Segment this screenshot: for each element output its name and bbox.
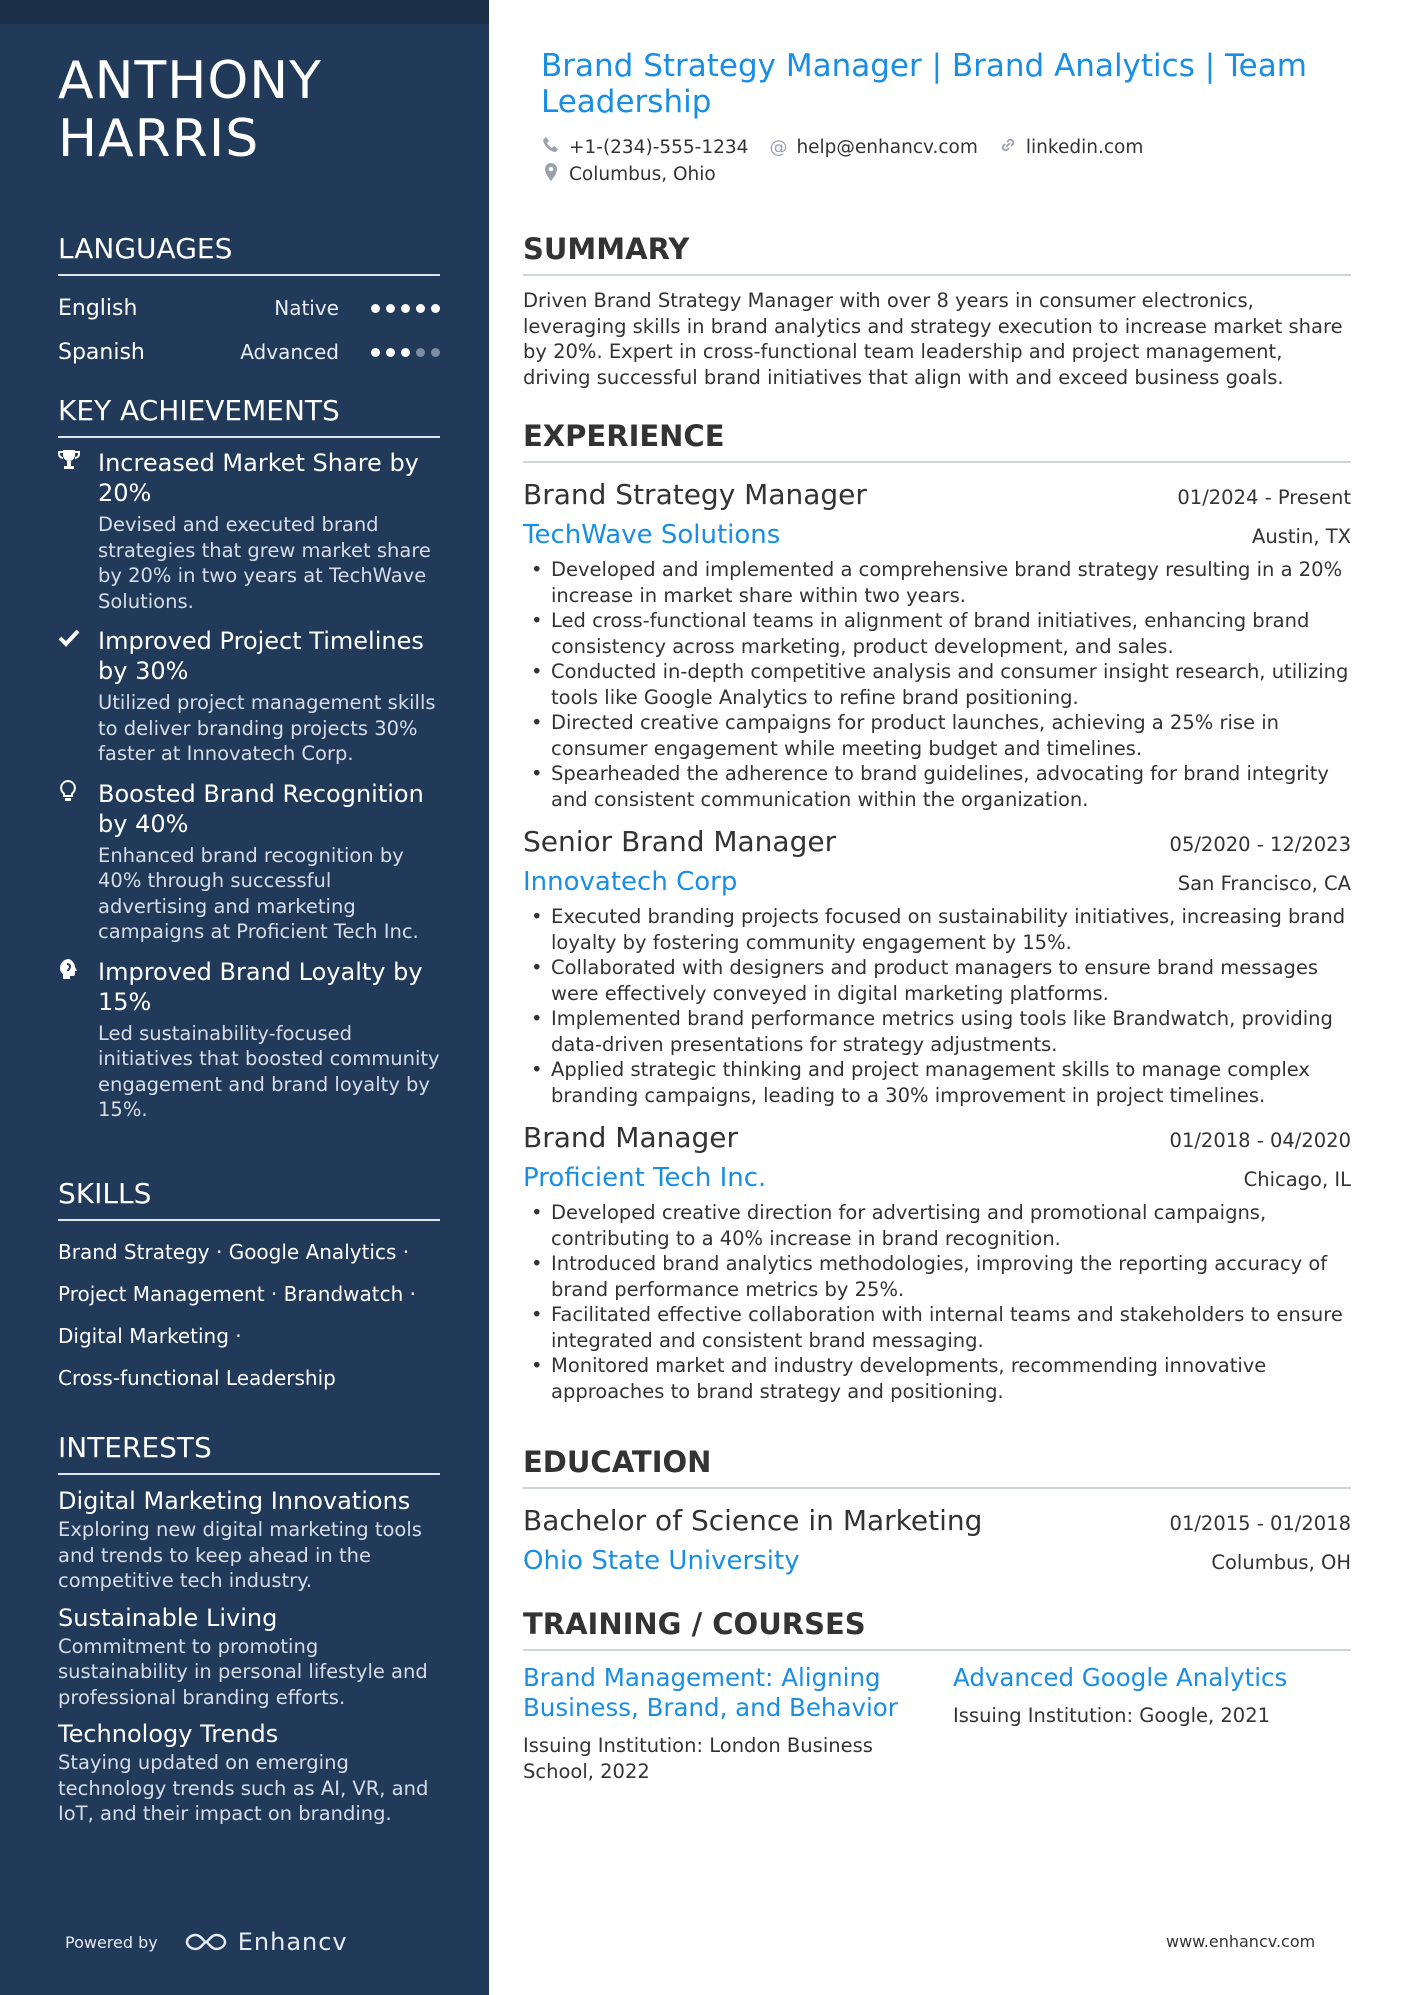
brain-icon: [58, 957, 98, 1123]
experience-section: [523, 419, 1351, 1414]
course-institution: Issuing Institution: Google, 2021: [953, 1704, 1271, 1727]
powered-by-label: Powered by: [65, 1932, 158, 1952]
job-company: Innovatech Corp: [523, 867, 738, 897]
job-bullets: [523, 904, 1351, 1108]
course-title: Brand Management: Aligning Business, Brand, and Behavior: [523, 1663, 898, 1722]
job-bullet: • Executed branding projects focused on sustainability initiatives, increasing brand loyalty by fostering community engagement by 15%.: [523, 904, 1351, 955]
job-title: Brand Strategy Manager: [523, 478, 867, 511]
job-bullets: [523, 1200, 1351, 1404]
language-row: [58, 330, 440, 374]
job-entry: [523, 822, 1351, 1108]
powered-by-footer: [65, 1928, 348, 1956]
achievements-heading: KEY ACHIEVEMENTS: [58, 394, 440, 438]
education-dates: 01/2015 - 01/2018: [1169, 1512, 1351, 1535]
job-entry: [523, 1118, 1351, 1404]
course-institution: Issuing Institution: London Business School, 2022: [523, 1734, 873, 1783]
job-bullet: • Monitored market and industry developments, recommending innovative approaches to brand strategy and positioning.: [523, 1353, 1351, 1404]
email-contact[interactable]: [768, 137, 977, 158]
proficiency-dot-filled: [401, 348, 410, 357]
skill-line: Digital Marketing ·: [58, 1324, 242, 1348]
proficiency-dot-empty: [431, 348, 440, 357]
job-bullet: • Applied strategic thinking and project management skills to manage complex branding campaigns, leading to a 30% improvement in project timelines.: [523, 1057, 1351, 1108]
proficiency-dot-filled: [416, 304, 425, 313]
proficiency-dot-filled: [431, 304, 440, 313]
phone-text: +1-(234)-555-1234: [569, 137, 749, 158]
language-proficiency-dots: [371, 304, 440, 313]
location-contact: [541, 162, 716, 187]
proficiency-dot-filled: [401, 304, 410, 313]
proficiency-dot-empty: [416, 348, 425, 357]
job-company: Proficient Tech Inc.: [523, 1163, 767, 1193]
summary-text: Driven Brand Strategy Manager with over 8 years in consumer electronics, leveraging skills in brand analytics and strategy execution to increase market share by 20%. Expert in cross-functional team leadership and project management, driving successful brand initiatives that align with and exceed business goals.: [523, 289, 1343, 389]
job-bullet: • Directed creative campaigns for product launches, achieving a 25% rise in consumer engagement while meeting budget and timelines.: [523, 710, 1351, 761]
interest-title: Technology Trends: [58, 1720, 279, 1748]
job-bullet: • Facilitated effective collaboration with internal teams and stakeholders to ensure integrated and consistent brand messaging.: [523, 1302, 1351, 1353]
phone-icon: [541, 136, 561, 159]
language-row: [58, 286, 440, 330]
enhancv-logo-icon: [184, 1931, 228, 1953]
language-proficiency-dots: [371, 348, 440, 357]
phone-contact[interactable]: [541, 136, 748, 159]
interests-heading: INTERESTS: [58, 1431, 440, 1475]
lightbulb-icon: [58, 779, 98, 945]
achievement-description: Enhanced brand recognition by 40% through successful advertising and marketing campaigns at Proficient Tech Inc.: [98, 843, 419, 943]
job-bullet: • Developed creative direction for advertising and promotional campaigns, contributing to a 40% increase in brand recognition.: [523, 1200, 1351, 1251]
email-text: help@enhancv.com: [796, 137, 978, 158]
education-section: [523, 1445, 1351, 1581]
job-dates: 01/2018 - 04/2020: [1169, 1129, 1351, 1152]
at-sign-icon: @: [769, 137, 788, 158]
job-title: Brand Manager: [523, 1121, 739, 1154]
summary-heading: SUMMARY: [523, 232, 1351, 276]
interest-title: Digital Marketing Innovations: [58, 1487, 411, 1515]
location-pin-icon: [541, 162, 561, 187]
interest-title: Sustainable Living: [58, 1603, 278, 1632]
education-heading: EDUCATION: [523, 1445, 1351, 1489]
job-location: San Francisco, CA: [1177, 872, 1351, 895]
job-bullet: • Introduced brand analytics methodologies, improving the reporting accuracy of brand performance metrics by 25%.: [523, 1251, 1351, 1302]
languages-section: [58, 232, 440, 374]
achievement-title: Improved Project Timelines by 30%: [98, 627, 424, 685]
proficiency-dot-filled: [371, 348, 380, 357]
achievement-item: [58, 448, 440, 614]
job-title: Senior Brand Manager: [523, 825, 837, 858]
achievement-title: Improved Brand Loyalty by 15%: [98, 957, 423, 1016]
skill-line: Cross-functional Leadership: [58, 1366, 336, 1390]
contact-info: [541, 134, 1321, 188]
achievement-item: [58, 779, 440, 945]
course-item: [953, 1663, 1351, 1784]
website-link[interactable]: www.enhancv.com: [1166, 1932, 1316, 1951]
language-name: English: [58, 295, 138, 321]
interest-description: Exploring new digital marketing tools and trends to keep ahead in the competitive tech industry.: [58, 1518, 422, 1592]
languages-heading: LANGUAGES: [58, 232, 440, 276]
job-company: TechWave Solutions: [523, 520, 781, 550]
checkmark-icon: [58, 626, 98, 767]
language-level: Native: [274, 296, 339, 320]
sidebar-top-bar: [0, 0, 489, 24]
language-level: Advanced: [240, 340, 339, 364]
proficiency-dot-filled: [386, 348, 395, 357]
linkedin-contact[interactable]: [998, 136, 1143, 159]
degree-title: Bachelor of Science in Marketing: [523, 1504, 983, 1537]
achievement-description: Utilized project management skills to deliver branding projects 30% faster at Innovatech Corp.: [98, 691, 436, 765]
interest-description: Commitment to promoting sustainability in personal lifestyle and professional branding efforts.: [58, 1634, 428, 1709]
achievements-section: [58, 394, 440, 1135]
proficiency-dot-filled: [371, 304, 380, 313]
school-location: Columbus, OH: [1211, 1551, 1351, 1574]
interests-section: [58, 1431, 440, 1835]
course-item: [523, 1663, 921, 1784]
job-location: Austin, TX: [1252, 525, 1351, 548]
job-bullets: [523, 557, 1351, 812]
proficiency-dot-filled: [386, 304, 395, 313]
achievement-item: [58, 626, 440, 767]
candidate-name: ANTHONY HARRIS: [58, 51, 322, 169]
course-title: Advanced Google Analytics: [953, 1663, 1288, 1692]
interest-description: Staying updated on emerging technology trends such as AI, VR, and IoT, and their impact on branding.: [58, 1751, 429, 1825]
job-bullet: • Implemented brand performance metrics using tools like Brandwatch, providing data-driven presentations for strategy adjustments.: [523, 1006, 1351, 1057]
job-location: Chicago, IL: [1243, 1168, 1351, 1191]
sidebar: [0, 0, 489, 1995]
job-dates: 05/2020 - 12/2023: [1169, 833, 1351, 856]
location-text: Columbus, Ohio: [569, 164, 716, 185]
experience-heading: EXPERIENCE: [523, 419, 1351, 463]
job-bullet: • Conducted in-depth competitive analysis and consumer insight research, utilizing tools like Google Analytics to refine brand positioning.: [523, 659, 1351, 710]
achievement-title: Boosted Brand Recognition by 40%: [98, 779, 424, 838]
linkedin-text: linkedin.com: [1025, 137, 1144, 158]
training-heading: TRAINING / COURSES: [523, 1607, 1351, 1651]
summary-section: [523, 232, 1351, 390]
job-bullet: • Developed and implemented a comprehensive brand strategy resulting in a 20% increase in market share within two years.: [523, 557, 1351, 608]
achievement-description: Led sustainability-focused initiatives that boosted community engagement and brand loyalty by 15%.: [98, 1021, 440, 1121]
headline: Brand Strategy Manager | Brand Analytics | Team Leadership: [541, 48, 1307, 120]
achievement-item: [58, 957, 440, 1123]
skill-line: Brand Strategy · Google Analytics ·: [58, 1240, 410, 1264]
school-name: Ohio State University: [523, 1546, 800, 1576]
enhancv-logo-text: Enhancv: [237, 1928, 348, 1956]
job-bullet: • Collaborated with designers and product managers to ensure brand messages were effectively conveyed in digital marketing platforms.: [523, 955, 1351, 1006]
trophy-icon: [58, 448, 98, 614]
skill-line: Project Management · Brandwatch ·: [58, 1282, 417, 1306]
job-bullet: • Spearheaded the adherence to brand guidelines, advocating for brand integrity and consistent communication within the organization.: [523, 761, 1351, 812]
achievement-description: Devised and executed brand strategies that grew market share by 20% in two years at TechWave Solutions.: [98, 513, 431, 613]
job-dates: 01/2024 - Present: [1177, 486, 1351, 509]
training-section: [523, 1607, 1351, 1784]
job-entry: [523, 475, 1351, 812]
language-name: Spanish: [58, 339, 145, 365]
skills-section: [58, 1177, 440, 1399]
enhancv-logo[interactable]: [184, 1928, 348, 1956]
job-bullet: • Led cross-functional teams in alignment of brand initiatives, enhancing brand consistency across marketing, product development, and sales.: [523, 608, 1351, 659]
skills-heading: SKILLS: [58, 1177, 440, 1221]
achievement-title: Increased Market Share by 20%: [98, 449, 419, 507]
link-icon: [998, 136, 1018, 159]
